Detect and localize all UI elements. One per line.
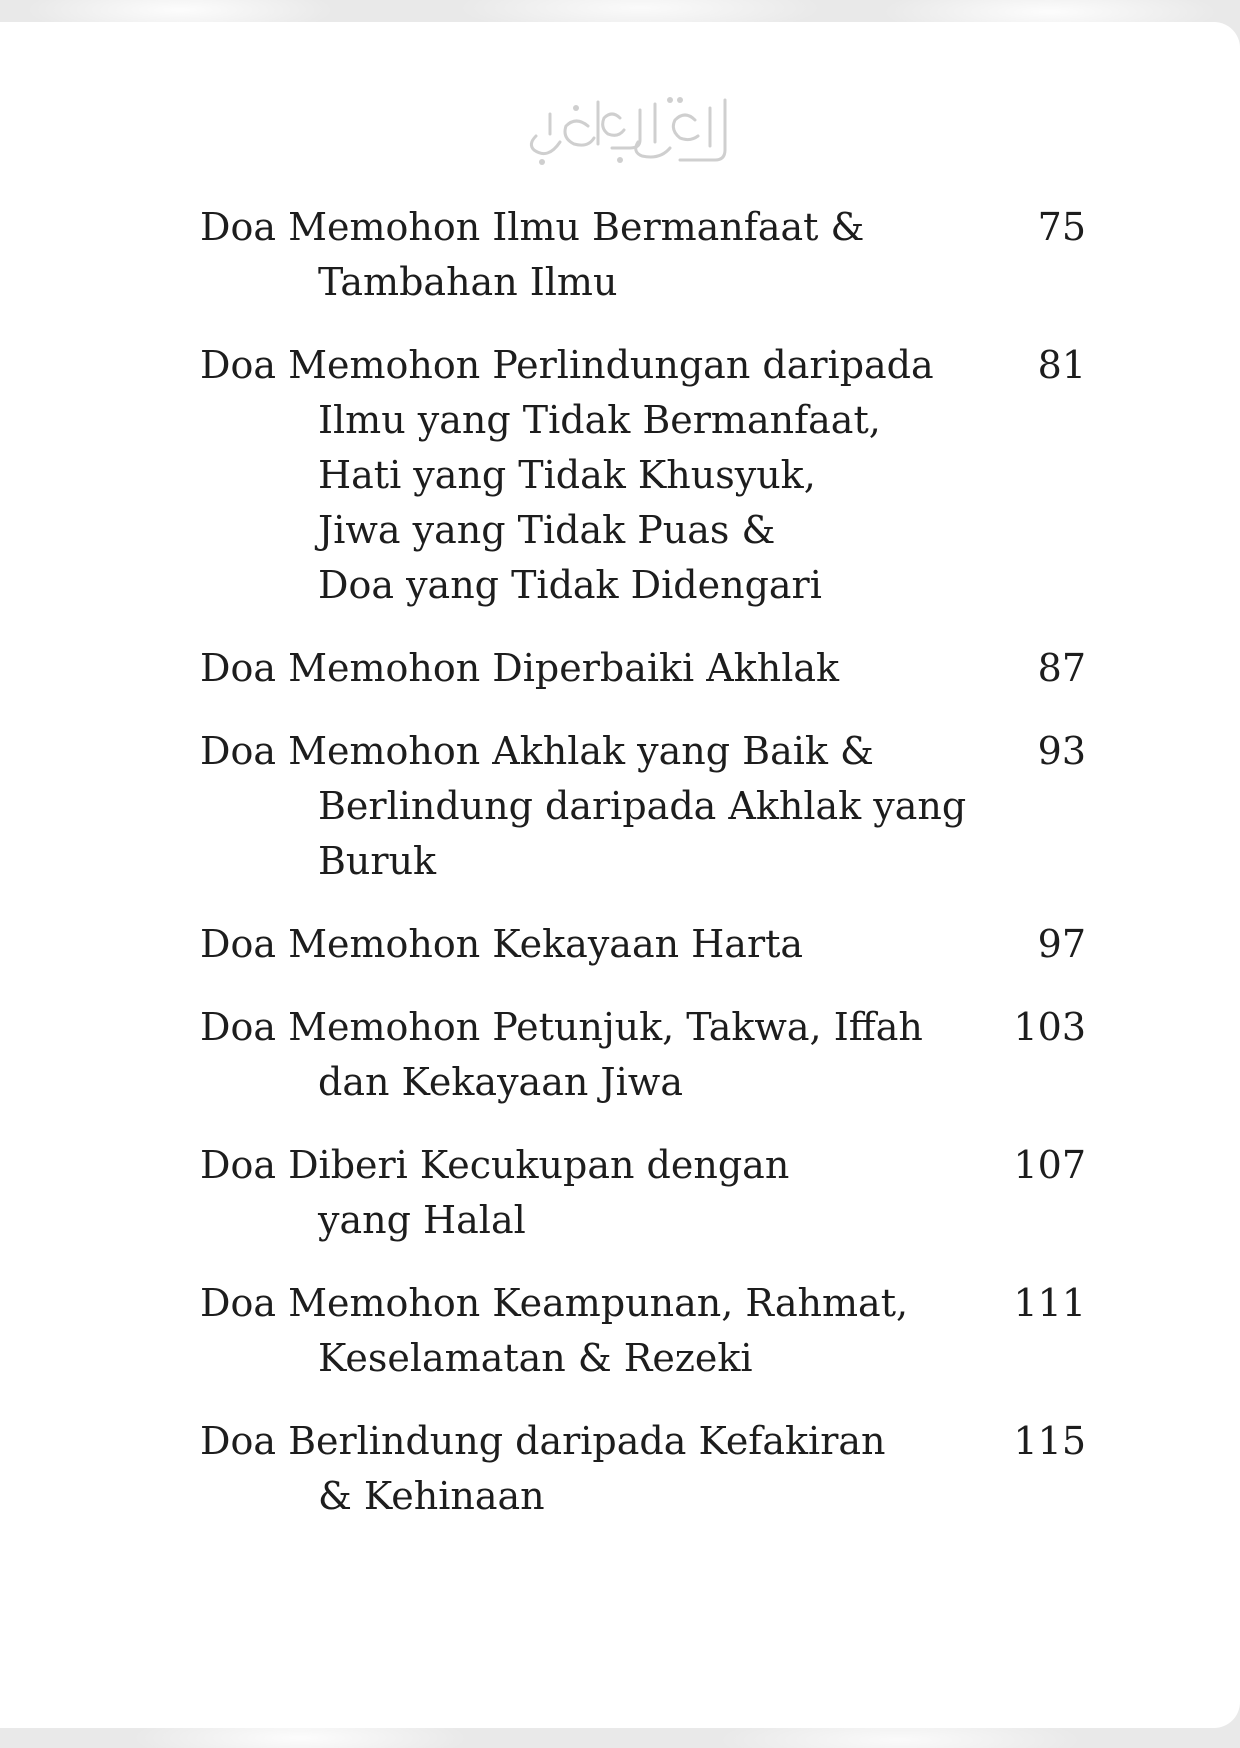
toc-entry-title-line: Hati yang Tidak Khusyuk, (318, 453, 816, 497)
toc-entry-title-line: Doa Memohon Ilmu Bermanfaat & (200, 205, 865, 249)
toc-entry-title-line: Ilmu yang Tidak Bermanfaat, (318, 398, 881, 442)
toc-entry-title-line: Doa Diberi Kecukupan dengan (200, 1143, 790, 1187)
toc-entry (200, 200, 1086, 310)
toc-entry-title (200, 1000, 976, 1110)
toc-entry-title-line: Doa Memohon Perlindungan daripada (200, 343, 934, 387)
toc-entry-title-line: Jiwa yang Tidak Puas & (318, 508, 776, 552)
toc-entry (200, 1414, 1086, 1524)
toc-entry-page-number: 111 (1013, 1281, 1086, 1325)
toc-entry (200, 917, 1086, 972)
toc-entry-title (200, 917, 976, 972)
toc-entry-title-line: Doa Memohon Akhlak yang Baik & (200, 729, 874, 773)
toc-entry-title-line: Doa Memohon Petunjuk, Takwa, Iffah (200, 1005, 923, 1049)
toc-entry-title-line: & Kehinaan (318, 1474, 545, 1518)
toc-entry-title-line: Doa Memohon Kekayaan Harta (200, 922, 804, 966)
toc-entry-title-line: Buruk (318, 839, 437, 883)
toc-entry-title-line: Tambahan Ilmu (318, 260, 618, 304)
toc-entry-page-number: 97 (1037, 922, 1086, 966)
toc-entry-title (200, 1414, 976, 1524)
document-page (0, 22, 1240, 1728)
toc-entry-title (200, 724, 976, 889)
toc-entry (200, 1138, 1086, 1248)
toc-entry-title (200, 200, 976, 310)
toc-entry-page-number: 115 (1013, 1419, 1086, 1463)
toc-entry-page-number: 93 (1037, 729, 1086, 773)
toc-entry-page-number: 107 (1013, 1143, 1086, 1187)
toc-entry-title-line: Keselamatan & Rezeki (318, 1336, 753, 1380)
toc-entry-title-line: Doa Berlindung daripada Kefakiran (200, 1419, 886, 1463)
toc-entry-title-line: yang Halal (318, 1198, 526, 1242)
toc-entry-title (200, 641, 976, 696)
toc-entry-title (200, 338, 976, 613)
toc-entry-title-line: Berlindung daripada Akhlak yang (318, 784, 967, 828)
toc-entry-title (200, 1276, 976, 1386)
table-of-contents (200, 200, 1086, 1552)
arabic-calligraphy-header-icon (520, 80, 740, 170)
toc-entry-title-line: Doa Memohon Diperbaiki Akhlak (200, 646, 840, 690)
toc-entry-title-line: Doa Memohon Keampunan, Rahmat, (200, 1281, 909, 1325)
toc-entry-title (200, 1138, 976, 1248)
toc-entry (200, 724, 1086, 889)
toc-entry-title-line: Doa yang Tidak Didengari (318, 563, 822, 607)
toc-entry-title-line: dan Kekayaan Jiwa (318, 1060, 683, 1104)
toc-entry-page-number: 75 (1037, 205, 1086, 249)
toc-entry-page-number: 81 (1037, 343, 1086, 387)
toc-entry (200, 641, 1086, 696)
toc-entry (200, 1276, 1086, 1386)
toc-entry (200, 1000, 1086, 1110)
toc-entry-page-number: 103 (1013, 1005, 1086, 1049)
toc-entry (200, 338, 1086, 613)
toc-entry-page-number: 87 (1037, 646, 1086, 690)
